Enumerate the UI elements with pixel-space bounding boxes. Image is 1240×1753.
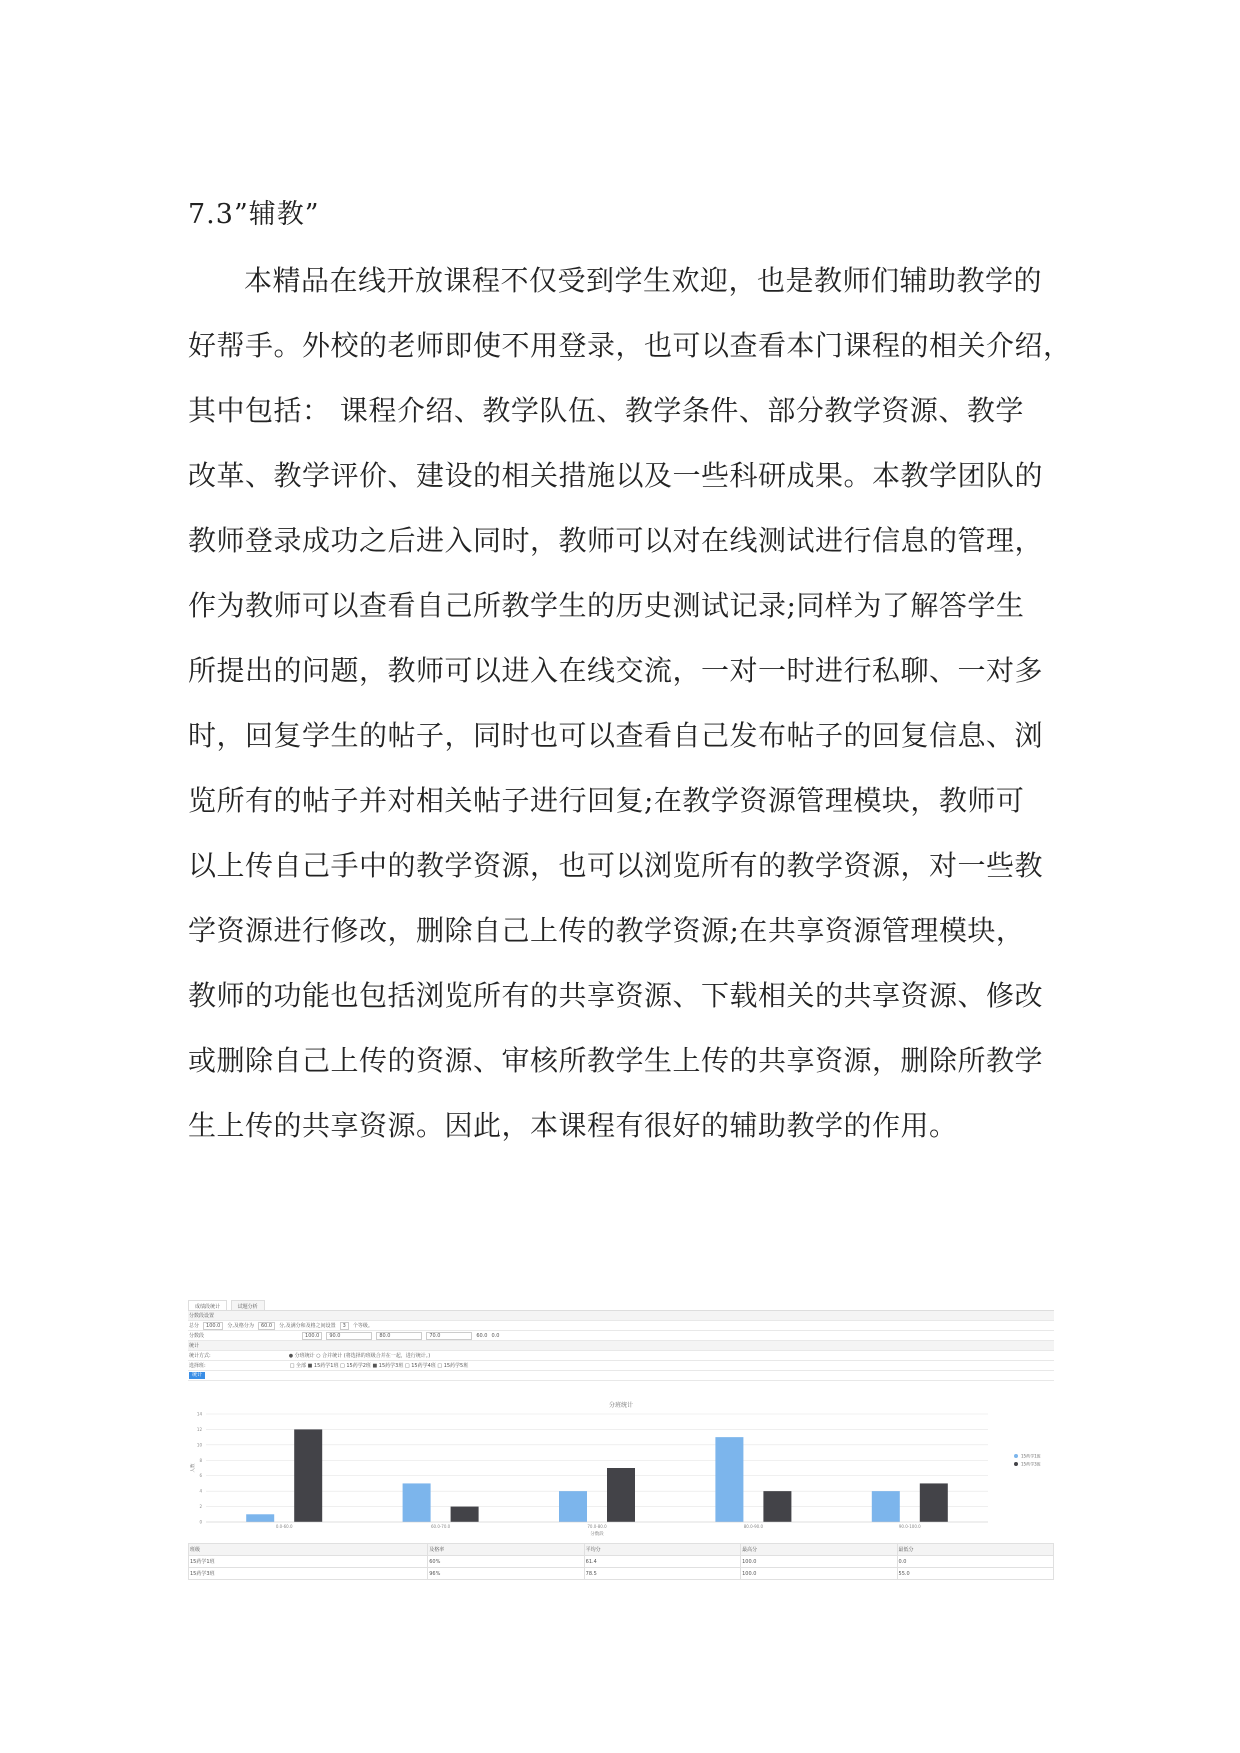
y-axis-label: 人数: [191, 1463, 196, 1473]
tab-question-analysis[interactable]: 试题分析: [231, 1300, 265, 1312]
y-tick-label: 12: [196, 1426, 202, 1432]
x-tick-label: 90.0-100.0: [898, 1524, 921, 1529]
table-header-cell: 最高分: [741, 1544, 897, 1556]
range-input[interactable]: 70.0: [426, 1332, 472, 1340]
paragraph-line: 时，回复学生的帖子，同时也可以查看自己发布帖子的回复信息、浏: [188, 719, 1044, 752]
table-cell: 100.0: [741, 1556, 897, 1568]
table-cell: 15药学1班: [189, 1556, 428, 1568]
total-score-input[interactable]: 100.0: [203, 1322, 223, 1330]
chart-bar: [607, 1468, 635, 1522]
paragraph-line: 教师的功能也包括浏览所有的共享资源、下载相关的共享资源、修改: [188, 979, 1044, 1012]
paragraph-line: 览所有的帖子并对相关帖子进行回复;在教学资源管理模块，教师可: [188, 784, 1025, 817]
level-count-select[interactable]: 3: [340, 1322, 349, 1330]
table-header-row: [189, 1544, 1054, 1556]
table-cell: 78.5: [584, 1568, 740, 1580]
x-axis-label: 分数段: [590, 1532, 604, 1537]
paragraph-line: 学资源进行修改，删除自己上传的教学资源;在共享资源管理模块，: [188, 914, 1025, 947]
legend-label: 15药学1班: [1021, 1453, 1041, 1459]
result-table: [188, 1543, 1054, 1580]
y-tick-label: 0: [199, 1519, 202, 1525]
y-tick-label: 14: [196, 1411, 202, 1417]
chart-bar: [246, 1514, 274, 1522]
paragraph-line: 生上传的共享资源。因此，本课程有很好的辅助教学的作用。: [188, 1109, 958, 1142]
form-row-ranges: 分数段 100.0 90.0 80.0 70.0 60.0 0.0: [188, 1331, 1054, 1341]
screenshot-figure: [188, 1300, 1054, 1588]
range-input[interactable]: 100.0: [302, 1332, 322, 1340]
body-paragraph: [188, 248, 1072, 1158]
form-row-class: 选择班: □ 全部 ■ 15药学1班 □ 15药学2班 ■ 15药学3班 □ 15药学4班 □ 15药学5班: [188, 1361, 1054, 1371]
table-header-cell: 班级: [189, 1544, 428, 1556]
method-radio-group[interactable]: ● 分班统计 ○ 合并统计 (将选择的班级合并在一起，进行统计。): [288, 1353, 431, 1359]
table-header-cell: 及格率: [428, 1544, 584, 1556]
form-section-stat: 统计: [188, 1341, 1054, 1351]
bar-chart: [188, 1400, 1054, 1542]
pass-score-input[interactable]: 60.0: [258, 1322, 275, 1330]
x-tick-label: 0.0-60.0: [275, 1524, 293, 1529]
chart-bar: [715, 1437, 743, 1522]
y-tick-label: 8: [199, 1457, 202, 1463]
paragraph-line: 教师登录成功之后进入同时，教师可以对在线测试进行信息的管理，: [188, 524, 1044, 557]
y-tick-label: 2: [199, 1504, 202, 1510]
legend-marker: [1014, 1454, 1018, 1458]
chart-svg: [188, 1400, 1054, 1542]
table-header-cell: 最低分: [897, 1544, 1053, 1556]
y-tick-label: 4: [199, 1488, 202, 1494]
chart-bar: [403, 1483, 431, 1522]
paragraph-line: 以上传自己手中的教学资源，也可以浏览所有的教学资源，对一些教: [188, 849, 1044, 882]
x-tick-label: 70.0-80.0: [587, 1524, 607, 1529]
table-cell: 0.0: [897, 1556, 1053, 1568]
table-cell: 61.4: [584, 1556, 740, 1568]
table-row: [189, 1556, 1054, 1568]
tab-score-stats[interactable]: 成绩段统计: [188, 1300, 227, 1312]
paragraph-line: 或删除自己上传的资源、审核所教学生上传的共享资源，删除所教学: [188, 1044, 1044, 1077]
form-row-method: 统计方式: ● 分班统计 ○ 合并统计 (将选择的班级合并在一起，进行统计。): [188, 1351, 1054, 1361]
x-tick-label: 60.0-70.0: [430, 1524, 451, 1529]
table-header-cell: 平均分: [584, 1544, 740, 1556]
paragraph-line: 其中包括： 课程介绍、教学队伍、教学条件、部分教学资源、教学: [188, 394, 1024, 427]
table-cell: 100.0: [741, 1568, 897, 1580]
paragraph-line: 本精品在线开放课程不仅受到学生欢迎，也是教师们辅助教学的: [244, 264, 1043, 297]
section-heading: 7.3”辅教”: [188, 199, 320, 230]
y-tick-label: 10: [196, 1442, 202, 1448]
chart-bar: [872, 1491, 900, 1522]
form-section-title: 分数段设置: [188, 1311, 1054, 1321]
figure-tabs: [188, 1300, 267, 1310]
legend-label: 15药学3班: [1021, 1461, 1041, 1467]
range-input[interactable]: 90.0: [326, 1332, 372, 1340]
stats-form: [188, 1310, 1054, 1381]
paragraph-line: 好帮手。外校的老师即使不用登录，也可以查看本门课程的相关介绍，: [188, 329, 1072, 362]
table-cell: 96%: [428, 1568, 584, 1580]
range-input[interactable]: 80.0: [376, 1332, 422, 1340]
table-cell: 55.0: [897, 1568, 1053, 1580]
legend-marker: [1014, 1462, 1018, 1466]
chart-bar: [763, 1491, 791, 1522]
chart-bar: [920, 1483, 948, 1522]
chart-bar: [451, 1507, 479, 1522]
y-tick-label: 6: [199, 1473, 202, 1479]
chart-bar: [559, 1491, 587, 1522]
paragraph-line: 作为教师可以查看自己所教学生的历史测试记录;同样为了解答学生: [188, 589, 1025, 622]
form-row-total: 总分 100.0 分,及格分为 60.0 分,及满分和及格之间设置 3 个等级。: [188, 1321, 1054, 1331]
paragraph-line: 改革、教学评价、建设的相关措施以及一些科研成果。本教学团队的: [188, 459, 1044, 492]
table-body: [189, 1556, 1054, 1580]
form-row-button: [188, 1371, 1054, 1381]
paragraph-line: 所提出的问题，教师可以进入在线交流，一对一时进行私聊、一对多: [188, 654, 1044, 687]
table-cell: 60%: [428, 1556, 584, 1568]
chart-title: 分班统计: [608, 1402, 633, 1409]
table-row: [189, 1568, 1054, 1580]
class-checkbox-group[interactable]: □ 全部 ■ 15药学1班 □ 15药学2班 ■ 15药学3班 □ 15药学4班 □ 15药学5班: [289, 1363, 469, 1369]
stat-button[interactable]: 统计: [189, 1372, 205, 1379]
chart-bar: [294, 1429, 322, 1522]
x-tick-label: 80.0-90.0: [743, 1524, 764, 1529]
table-cell: 15药学3班: [189, 1568, 428, 1580]
